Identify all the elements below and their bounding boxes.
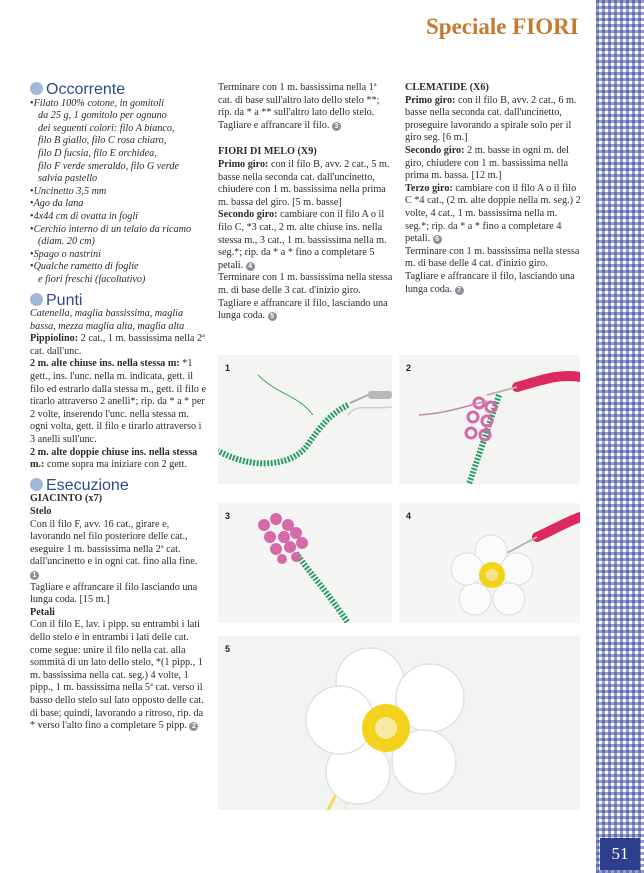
hyacinth-illustration [218,503,392,623]
green-stem-illustration [218,355,392,484]
clem-primo-giro: Primo giro: con il filo B, avv. 2 cat., 6 m. basse nella seconda cat. dall'uncinetto, proseguire lavorando a spirale solo per il giro seg. [6 m.] [405,94,577,144]
column-2 [218,82,393,323]
bullet-dot-icon [30,82,43,95]
gingham-border [596,0,644,873]
pink-loops-illustration [399,355,580,484]
section-heading-esecuzione: Esecuzione [30,478,208,493]
step-badge: 6 [433,235,442,244]
clem-termina: Terminare con 1 m. bassissima nella stessa m. di base delle 4 cat. d'inizio giro. [405,245,580,270]
photo-step-2: 2 [399,355,580,484]
step-badge: 3 [332,122,341,131]
material-item: • Filato 100% cotone, in gomitoli da 25 g, 1 gomitolo per ognuno dei seguenti colori: filo A bianco, filo B giallo, filo C rosa chiaro, filo D fucsia, filo E orchidea, filo F verde smeraldo, filo G verde salvia pastello [30,98,208,186]
bullet-dot-icon [30,478,43,491]
material-item: • Qualche rametto di foglie e fiori freschi (facoltativo) [30,261,208,286]
photo-step-4: 4 [399,503,580,623]
white-flower-illustration [218,636,580,810]
pippiolino-paragraph: Pippiolino: 2 cat., 1 m. bassissima nella 2ª cat. dall'unc. [30,333,205,357]
page-title: Speciale FIORI [426,14,579,39]
melo-secondo-giro: Secondo giro: cambiare con il filo A o il filo C, *3 cat., 2 m. alte chiuse ins. nella stessa m., 3 cat., 1 m. bassissima nella m. seg.*; rip. da * a * fino a completare 5 petali. 4 [218,209,387,271]
doppie-paragraph: 2 m. alte doppie chiuse ins. nella stessa m.: come sopra ma iniziare con 2 gett. [30,446,198,471]
material-item: • Ago da lana [30,198,208,211]
giacinto-title: GIACINTO (x7) [30,493,102,505]
column-1 [30,80,208,733]
page-number: 51 [600,838,640,870]
clem-secondo-giro: Secondo giro: 2 m. basse in ogni m. del giro, chiudere con 1 m. bassissima nella prima m. bassa. [12 m.] [405,144,569,182]
column-3 [405,82,581,296]
melo-termina: Terminare con 1 m. bassissima nella stessa m. di base delle 3 cat. d'inizio giro. Tagliare e affrancare il filo, lasciando una lunga coda. 5 [218,272,393,322]
apple-blossom-illustration [399,503,580,623]
alte-chiuse-paragraph: 2 m. alte chiuse ins. nella stessa m: *1 gett., ins. l'unc. nella m. indicata, gett. il filo ed estrarlo dalla stessa m., gett. il filo e tirarlo attraverso 2 anelli*; rip. da * a * per 2 volte, inserendo l'unc. nella stessa m. ogni volta, gett. il filo e tirarlo attraverso i 3 anelli sull'unc. [30,358,206,446]
material-item: • Cerchio interno di un telaio da ricamo (diam. 20 cm) [30,224,208,249]
step-badge: 5 [268,312,277,321]
punti-intro: Catenella, maglia bassissima, maglia bassa, mezza maglia alta, maglia alta [30,308,185,332]
stelo-paragraph-2: Tagliare e affrancare il filo lasciando una lunga coda. [15 m.] [30,581,198,606]
petali-title: Petali [30,606,55,618]
section-heading-occorrente: Occorrente [30,82,208,97]
step-badge: 1 [30,571,39,580]
material-item: • Uncinetto 3,5 mm [30,186,208,199]
stelo-paragraph: Con il filo F, avv. 16 cat., girare e, lavorando nel filo posteriore delle cat., eseguire 1 m. bassissima nella 2ª cat. dall'uncinetto e in ogni cat. fino alla fine. 1 [30,518,198,579]
step-badge: 7 [455,286,464,295]
section-heading-punti: Punti [30,293,208,308]
bullet-dot-icon [30,293,43,306]
photo-step-1: 1 [218,355,392,484]
stelo-title: Stelo [30,506,52,517]
material-item: • Spago o nastrini [30,249,208,262]
photo-step-5: 5 [218,636,580,810]
melo-primo-giro: Primo giro: con il filo B, avv. 2 cat., 5 m. basse nella seconda cat. dall'uncinetto, chiudere con 1 m. bassissima nella prima m. bassa del giro. [5 m. basse] [218,158,390,208]
melo-title: FIORI DI MELO (X9) [218,146,317,158]
clematide-title: CLEMATIDE (X6) [405,82,489,93]
petali-paragraph: Con il filo E, lav. i pipp. su entrambi i lati dello stelo e in entrambi i lati delle cat. come segue: unire il filo nella cat. alla sommità di un lato dello stelo, *(1 pipp., 1 m. bassissima nella cat. seg.) 4 volte, 1 pipp., 1 m. bassissima nella 5ª cat. verso il basso dello stelo sul lato opposto delle cat. di base; quindi, lavorando a ritroso, rip. da * verso l'alto fino a completare 5 pipp. 2 [30,619,204,732]
giacinto-continuation: Terminare con 1 m. bassissima nella 1ª cat. di base sull'altro lato dello stelo **; rip. da * a ** sull'altro lato dello stelo. Tagliare e affrancare il filo. 3 [218,82,380,131]
clem-taglia: Tagliare e affrancare il filo, lasciando una lunga coda. 7 [405,270,575,295]
step-badge: 2 [189,722,198,731]
photo-step-3: 3 [218,503,392,623]
step-badge: 4 [246,262,255,271]
material-item: • 4x44 cm di ovatta in fogli [30,211,208,224]
materials-list [30,98,208,287]
clem-terzo-giro: Terzo giro: cambiare con il filo A o il filo C *4 cat., (2 m. alte doppie nella m. seg.) 2 volte, 4 cat., 1 m. bassissima nella m. seg.*; rip. da * a * fino a completare 4 petali. 6 [405,182,581,245]
